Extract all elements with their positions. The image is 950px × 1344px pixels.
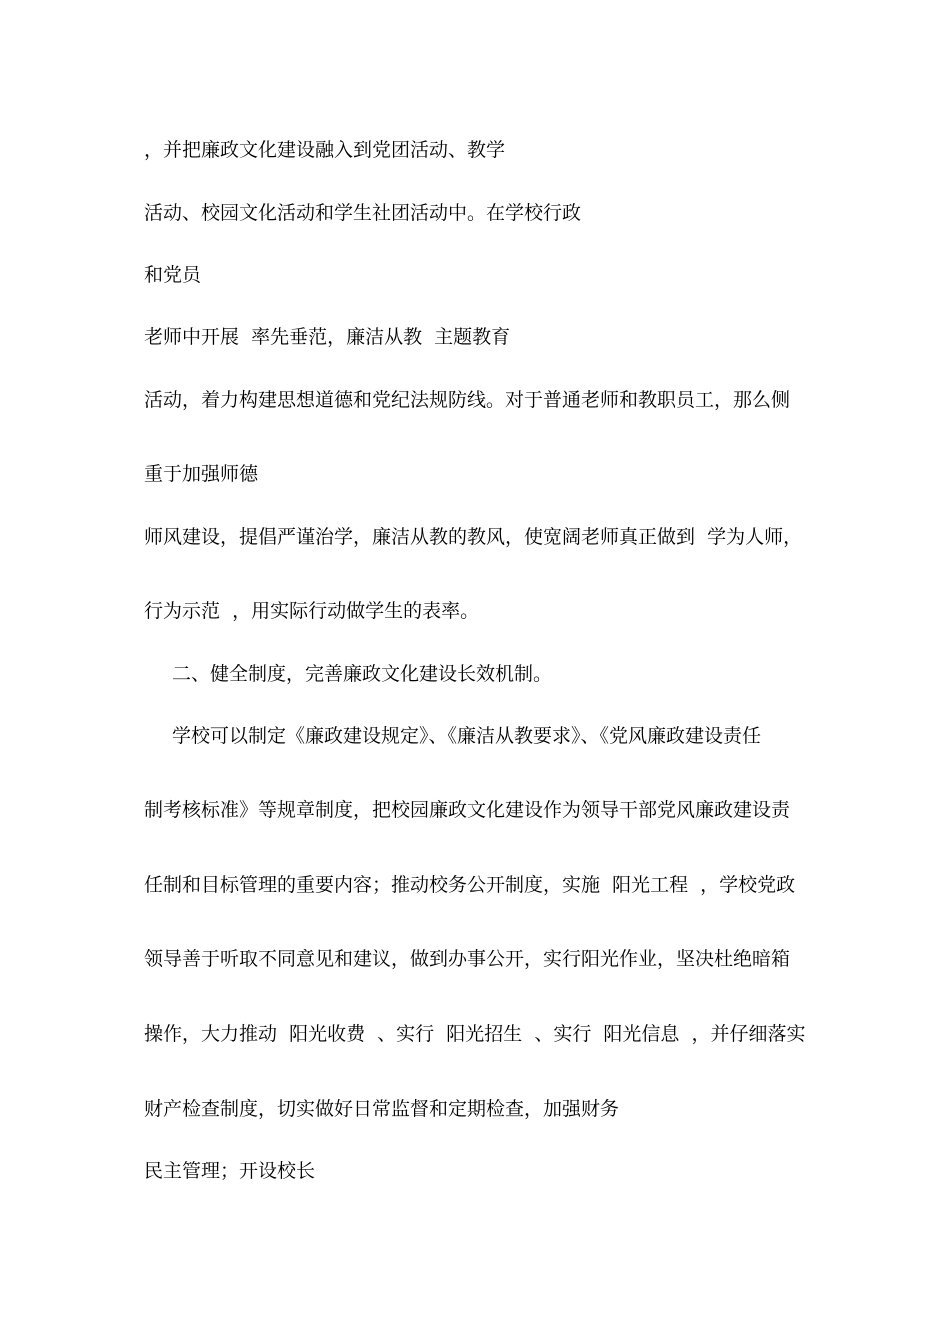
paragraph-first-line: 学校可以制定《廉政建设规定》、《廉洁从教要求》、《党风廉政建设责任 [172,725,762,747]
section-heading: 二、健全制度，完善廉政文化建设长效机制。 [172,663,553,685]
text-line: 财产检查制度，切实做好日常监督和定期检查，加强财务 [144,1098,620,1120]
text-line: ，并把廉政文化建设融入到党团活动、教学 [144,139,506,161]
text-line: 行为示范 ，用实际行动做学生的表率。 [144,600,480,622]
text-line: 重于加强师德 [144,463,259,485]
text-line: 和党员 [144,264,202,286]
text-line: 活动、校园文化活动和学生社团活动中。在学校行政 [144,202,582,224]
text-line: 领导善于听取不同意见和建议，做到办事公开，实行阳光作业，坚决杜绝暗箱 [144,948,791,970]
text-line: 活动，着力构建思想道德和党纪法规防线。对于普通老师和教职员工，那么侧 [144,389,791,411]
text-line: 老师中开展 率先垂范，廉洁从教 主题教育 [144,326,511,348]
text-line: 任制和目标管理的重要内容；推动校务公开制度，实施 阳光工程 ，学校党政 [144,874,796,896]
text-line: 制考核标准》等规章制度，把校园廉政文化建设作为领导干部党风廉政建设责 [144,799,791,821]
text-line: 民主管理；开设校长 [144,1160,316,1182]
text-line: 师风建设，提倡严谨治学，廉洁从教的教风，使宽阔老师真正做到 学为人师， [144,526,803,548]
text-line: 操作，大力推动 阳光收费 、实行 阳光招生 、实行 阳光信息 ，并仔细落实 [144,1023,806,1045]
